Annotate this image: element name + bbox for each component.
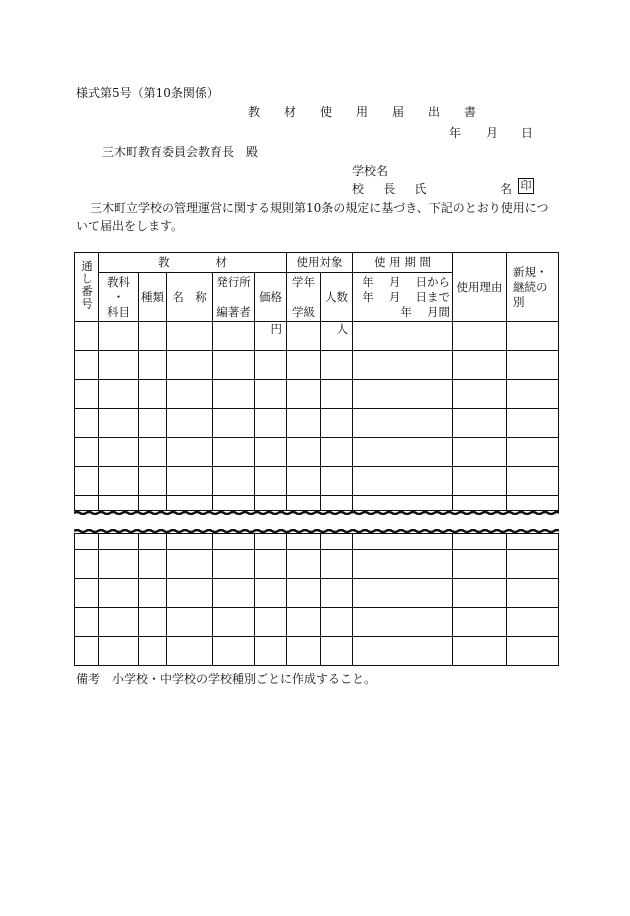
- serial-number-header: 通し番号: [75, 253, 99, 322]
- principal-name-label: 名: [500, 182, 513, 196]
- price-unit: 円: [255, 322, 287, 351]
- table-row: [75, 467, 559, 496]
- publisher-header: 発行所 編著者: [213, 273, 255, 322]
- usage-reason-header: 使用理由: [453, 253, 507, 322]
- table-row: [75, 608, 559, 637]
- name-header: 名 称: [167, 273, 213, 322]
- school-name-label: 学校名: [352, 164, 389, 178]
- headcount-unit: 人: [321, 322, 353, 351]
- date-year: 年: [449, 126, 462, 140]
- table-row: [75, 550, 559, 579]
- body-text-line-1: 三木町立学校の管理運営に関する規則第10条の規定に基づき、下記のとおり使用につ: [90, 201, 549, 215]
- materials-table-lower: [74, 533, 559, 666]
- date-month: 月: [486, 126, 499, 140]
- date-day: 日: [521, 126, 534, 140]
- materials-table-upper: [74, 252, 559, 511]
- table-row: [75, 534, 559, 550]
- table-row: [75, 380, 559, 409]
- usage-period-header: 使 用 期 間: [353, 253, 453, 273]
- seal-mark: 印: [518, 178, 534, 194]
- grade-class-header: 学年 学級: [287, 273, 321, 322]
- kind-header: 種類: [139, 273, 167, 322]
- material-header: 教 材: [99, 253, 287, 273]
- table-row: [75, 496, 559, 511]
- table-row: [75, 409, 559, 438]
- page-break-line-top: [74, 511, 559, 515]
- usage-target-header: 使用対象: [287, 253, 353, 273]
- remarks-note: 備考 小学校・中学校の学校種別ごとに作成すること。: [76, 672, 377, 686]
- period-detail-header: 年 月 日から 年 月 日まで 年 月間: [353, 273, 453, 322]
- body-text-line-2: いて届出をします。: [76, 219, 184, 233]
- form-number: 様式第5号（第10条関係）: [76, 86, 219, 100]
- headcount-header: 人数: [321, 273, 353, 322]
- table-row: [75, 322, 559, 351]
- table-row: [75, 351, 559, 380]
- table-row: [75, 438, 559, 467]
- table-row: [75, 637, 559, 666]
- principal-title: 校 長 氏: [352, 182, 431, 196]
- price-header: 価格: [255, 273, 287, 322]
- subject-header: 教科 ・ 科目: [99, 273, 139, 322]
- document-title: 教 材 使 用 届 出 書: [248, 105, 483, 119]
- new-continue-header: 新規・ 継続の 別: [507, 253, 559, 322]
- table-row: [75, 579, 559, 608]
- addressee: 三木町教育委員会教育長 殿: [102, 145, 259, 159]
